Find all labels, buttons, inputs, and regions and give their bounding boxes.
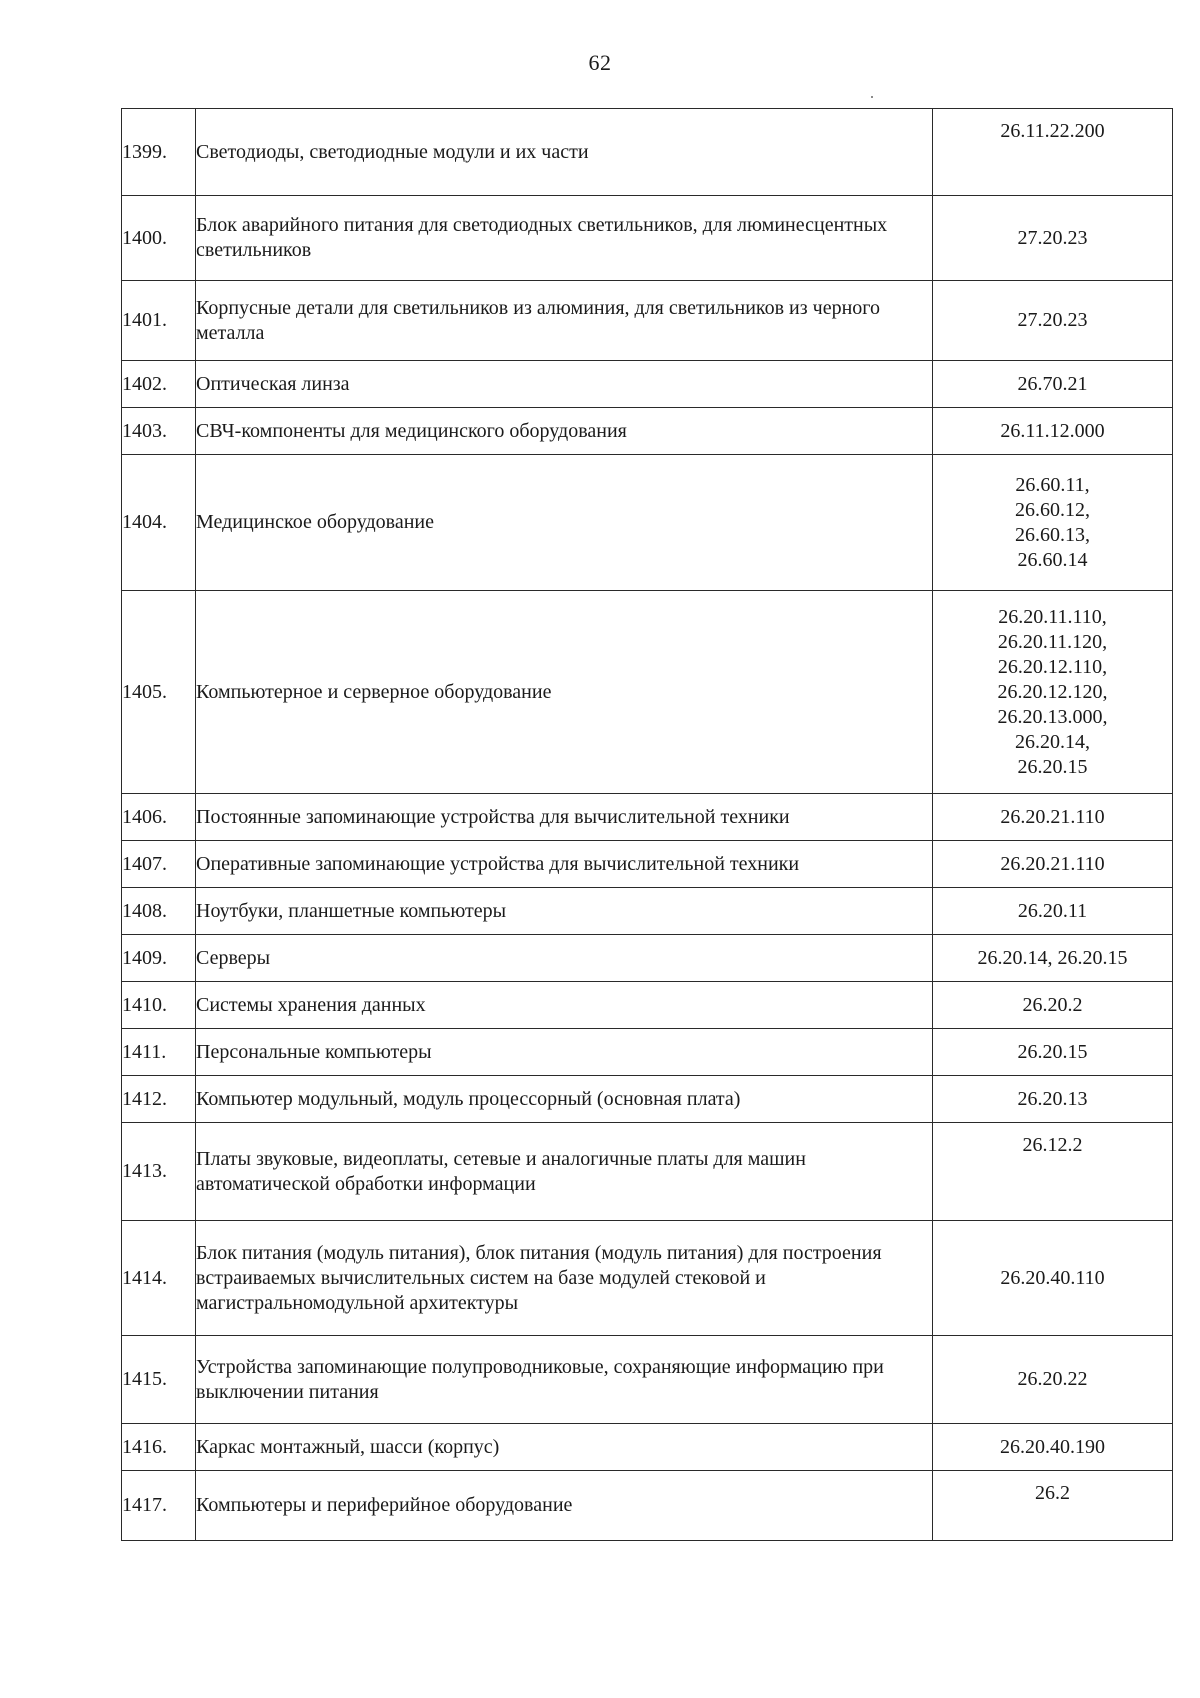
row-number: 1410.	[122, 982, 196, 1029]
okpd-code-cell	[933, 1123, 1173, 1221]
okpd-code: 26.20.40.190	[1000, 1435, 1105, 1458]
okpd-code-cell	[933, 1221, 1173, 1336]
row-number: 1408.	[122, 888, 196, 935]
okpd-code-cell	[933, 841, 1173, 888]
okpd-code: 26.20.14,	[1015, 730, 1090, 753]
okpd-code: 26.20.21.110	[1000, 805, 1105, 828]
table-row	[122, 982, 1173, 1029]
product-name: Оптическая линза	[196, 361, 933, 408]
okpd-code-cell	[933, 794, 1173, 841]
okpd-code-cell	[933, 1424, 1173, 1471]
products-table	[121, 108, 1173, 1541]
table-row	[122, 1221, 1173, 1336]
okpd-code: 26.20.13.000,	[997, 705, 1108, 728]
okpd-code-cell	[933, 281, 1173, 361]
table-row	[122, 1076, 1173, 1123]
row-number: 1415.	[122, 1336, 196, 1424]
okpd-code-cell	[933, 109, 1173, 196]
row-number: 1399.	[122, 109, 196, 196]
okpd-code-cell	[933, 1029, 1173, 1076]
okpd-code: 26.20.12.120,	[997, 680, 1108, 703]
table-row	[122, 281, 1173, 361]
okpd-code: 26.20.14, 26.20.15	[977, 946, 1128, 969]
product-name: Светодиоды, светодиодные модули и их части	[196, 109, 933, 196]
row-number: 1414.	[122, 1221, 196, 1336]
okpd-code-cell	[933, 888, 1173, 935]
okpd-code: 26.20.11.110,	[998, 605, 1107, 628]
scan-speck	[871, 96, 873, 98]
product-name: Платы звуковые, видеоплаты, сетевые и аналогичные платы для машин автоматической обработки информации	[196, 1123, 933, 1221]
product-name: Корпусные детали для светильников из алюминия, для светильников из черного металла	[196, 281, 933, 361]
okpd-code-cell	[933, 982, 1173, 1029]
product-name: Каркас монтажный, шасси (корпус)	[196, 1424, 933, 1471]
table-row	[122, 408, 1173, 455]
product-name: Оперативные запоминающие устройства для вычислительной техники	[196, 841, 933, 888]
table-row	[122, 196, 1173, 281]
table-row	[122, 591, 1173, 794]
product-name: Компьютеры и периферийное оборудование	[196, 1471, 933, 1541]
okpd-code-cell	[933, 591, 1173, 794]
product-name: Серверы	[196, 935, 933, 982]
okpd-code: 26.70.21	[1017, 372, 1088, 395]
okpd-code: 26.20.11	[1017, 899, 1088, 922]
table-row	[122, 1424, 1173, 1471]
table-row	[122, 888, 1173, 935]
product-name: Ноутбуки, планшетные компьютеры	[196, 888, 933, 935]
row-number: 1402.	[122, 361, 196, 408]
okpd-code: 26.2	[1035, 1482, 1070, 1504]
okpd-code-cell	[933, 408, 1173, 455]
product-name: Блок питания (модуль питания), блок питания (модуль питания) для построения встраиваемых вычислительных систем на базе модулей стековой и магистральномодульной архитектуры	[196, 1221, 933, 1336]
product-name: Устройства запоминающие полупроводниковые, сохраняющие информацию при выключении питания	[196, 1336, 933, 1424]
product-name: Блок аварийного питания для светодиодных светильников, для люминесцентных светильников	[196, 196, 933, 281]
okpd-code: 26.11.12.000	[1000, 419, 1105, 442]
table-row	[122, 1471, 1173, 1541]
table-row	[122, 841, 1173, 888]
okpd-code: 26.60.12,	[1015, 498, 1090, 521]
okpd-code-cell	[933, 1336, 1173, 1424]
okpd-code: 26.60.11,	[1015, 473, 1090, 496]
okpd-code: 26.11.22.200	[1000, 120, 1105, 142]
table-row	[122, 935, 1173, 982]
okpd-code: 26.20.12.110,	[997, 655, 1108, 678]
product-name: Персональные компьютеры	[196, 1029, 933, 1076]
page-number: 62	[588, 50, 612, 75]
okpd-code: 26.20.22	[1017, 1368, 1088, 1390]
okpd-code: 26.60.13,	[1015, 523, 1090, 546]
table-row	[122, 794, 1173, 841]
product-name: Системы хранения данных	[196, 982, 933, 1029]
okpd-code: 26.20.21.110	[1000, 852, 1105, 875]
product-name: Медицинское оборудование	[196, 455, 933, 591]
row-number: 1404.	[122, 455, 196, 591]
okpd-code: 26.20.11.120,	[997, 630, 1108, 653]
row-number: 1406.	[122, 794, 196, 841]
row-number: 1413.	[122, 1123, 196, 1221]
row-number: 1409.	[122, 935, 196, 982]
row-number: 1400.	[122, 196, 196, 281]
row-number: 1412.	[122, 1076, 196, 1123]
row-number: 1417.	[122, 1471, 196, 1541]
row-number: 1416.	[122, 1424, 196, 1471]
okpd-code: 26.20.40.110	[1000, 1266, 1105, 1289]
okpd-code: 26.20.2	[1022, 993, 1083, 1016]
row-number: 1401.	[122, 281, 196, 361]
row-number: 1411.	[122, 1029, 196, 1076]
table-row	[122, 1029, 1173, 1076]
table-row	[122, 455, 1173, 591]
product-name: Компьютерное и серверное оборудование	[196, 591, 933, 794]
product-name: Постоянные запоминающие устройства для вычислительной техники	[196, 794, 933, 841]
okpd-code-cell	[933, 935, 1173, 982]
okpd-code: 27.20.23	[1017, 309, 1088, 331]
row-number: 1405.	[122, 591, 196, 794]
okpd-code: 27.20.23	[1017, 226, 1088, 249]
okpd-code: 26.20.15	[1017, 755, 1088, 778]
row-number: 1403.	[122, 408, 196, 455]
okpd-code: 26.60.14	[1017, 548, 1088, 571]
table-body	[122, 109, 1173, 1541]
product-name: СВЧ-компоненты для медицинского оборудования	[196, 408, 933, 455]
okpd-code: 26.20.15	[1017, 1040, 1088, 1063]
okpd-code-cell	[933, 1471, 1173, 1541]
product-name: Компьютер модульный, модуль процессорный (основная плата)	[196, 1076, 933, 1123]
row-number: 1407.	[122, 841, 196, 888]
table-row	[122, 361, 1173, 408]
okpd-code-cell	[933, 361, 1173, 408]
okpd-code-cell	[933, 1076, 1173, 1123]
table-row	[122, 1123, 1173, 1221]
okpd-code-cell	[933, 455, 1173, 591]
table-row	[122, 109, 1173, 196]
okpd-code: 26.12.2	[1022, 1134, 1083, 1156]
okpd-code-cell	[933, 196, 1173, 281]
okpd-code: 26.20.13	[1017, 1087, 1088, 1110]
table-row	[122, 1336, 1173, 1424]
